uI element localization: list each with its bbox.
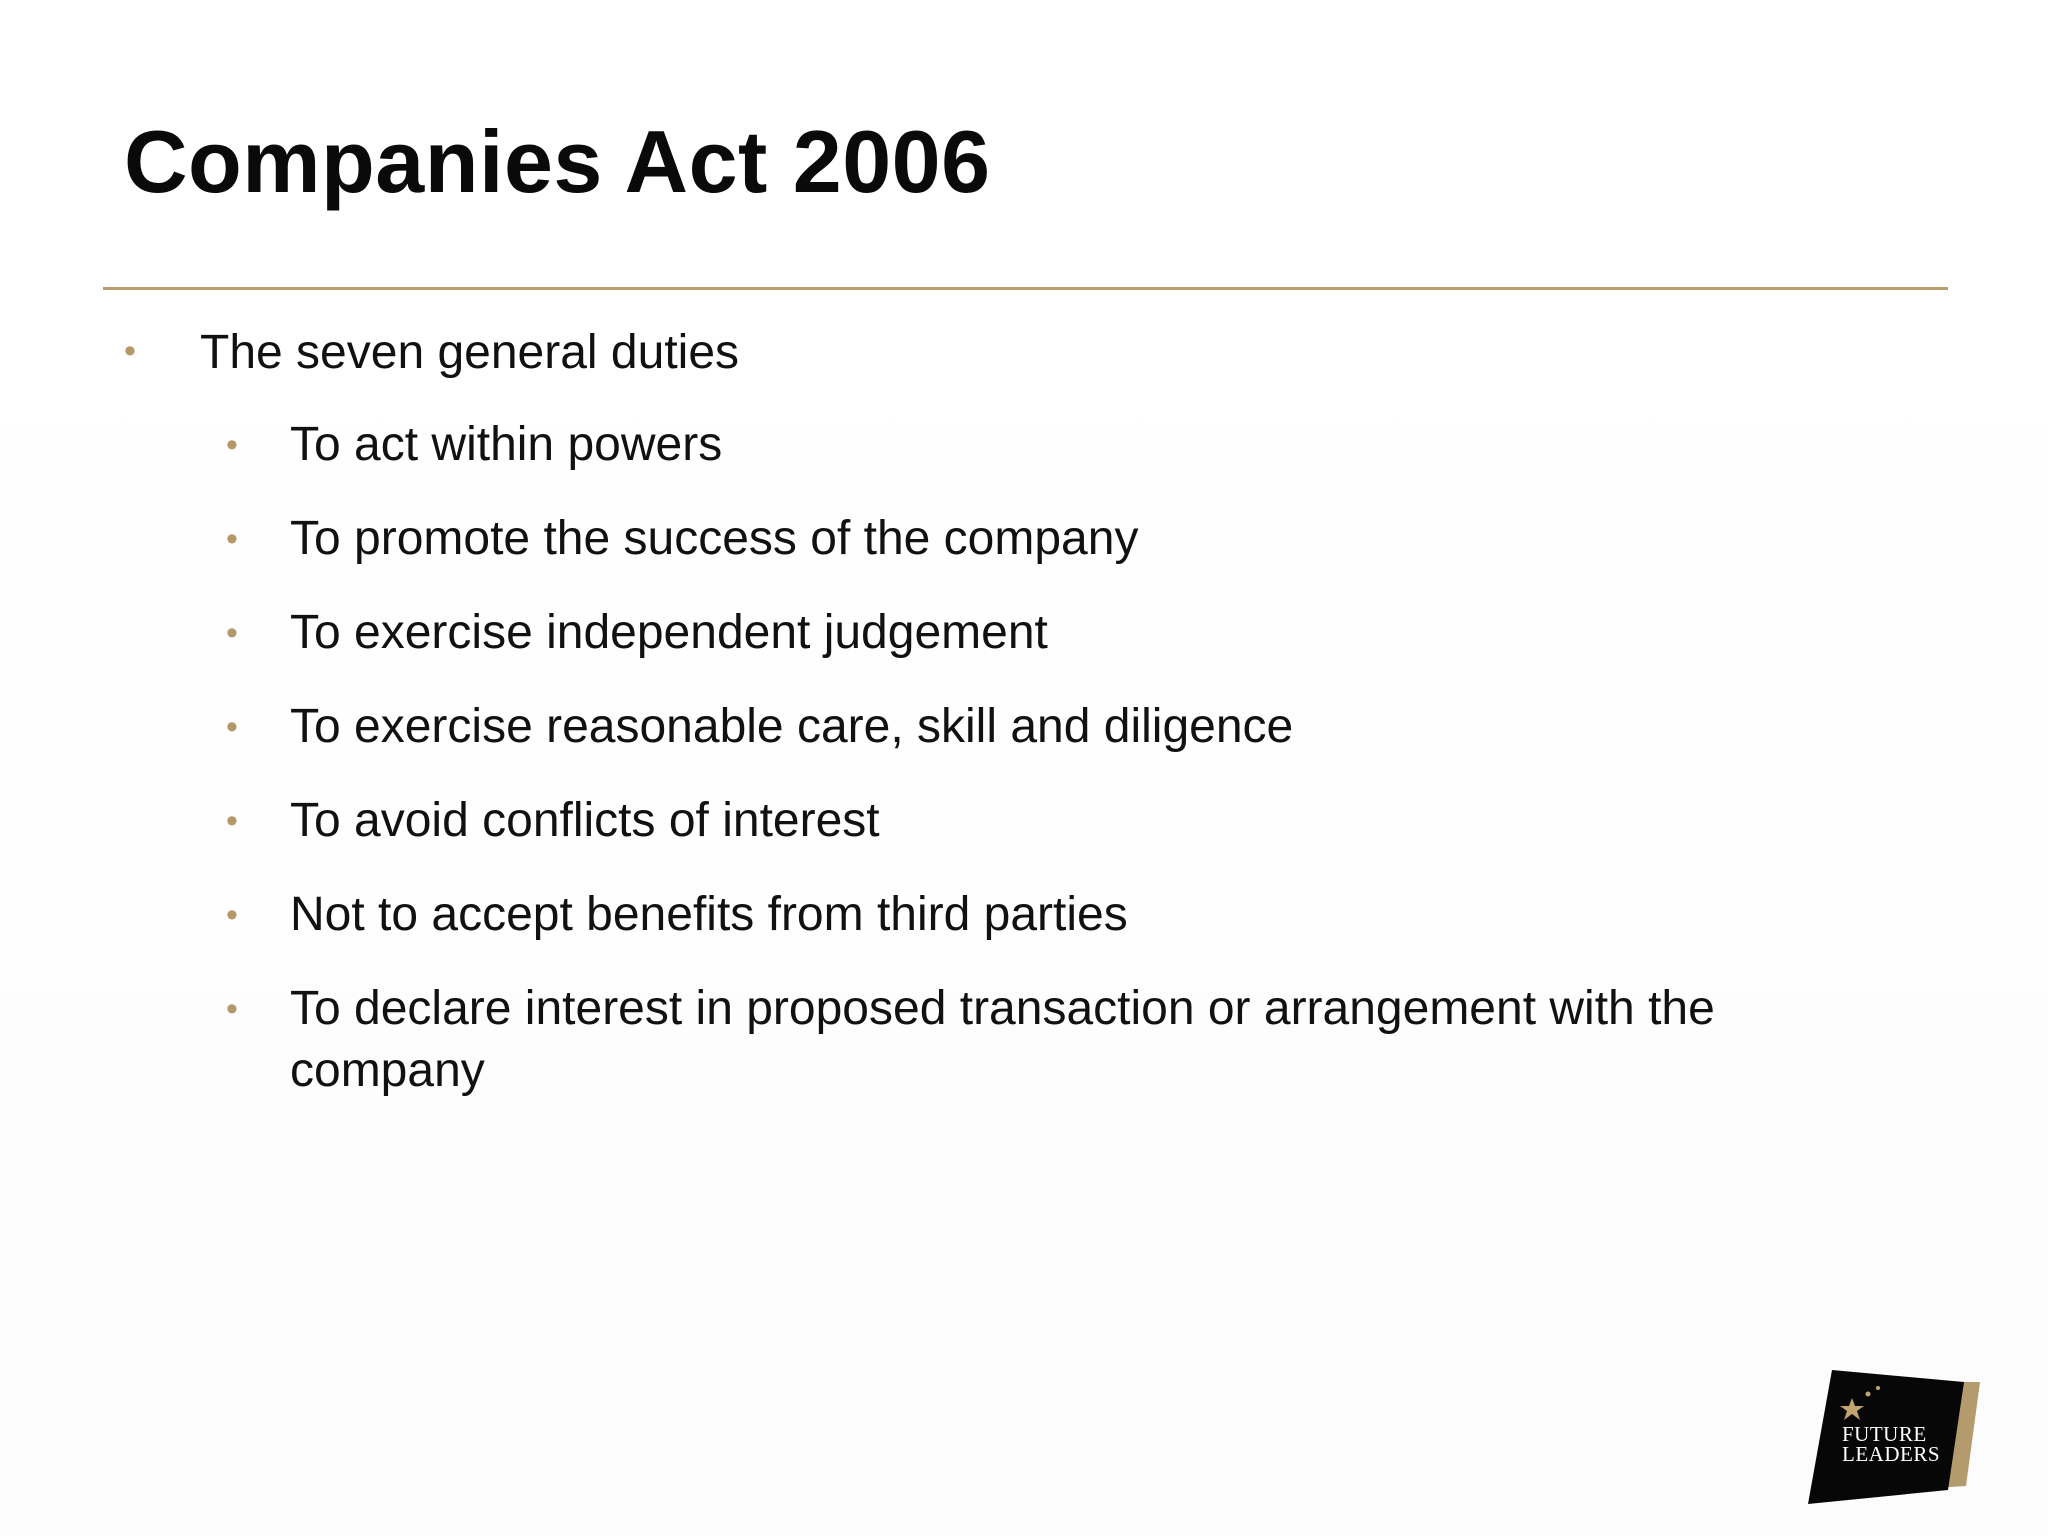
slide-title: Companies Act 2006 xyxy=(124,112,991,211)
bullet-icon: • xyxy=(226,708,238,746)
bullet-icon: • xyxy=(124,332,136,370)
bullet-icon: • xyxy=(226,802,238,840)
bullet-icon: • xyxy=(226,614,238,652)
list-item-text: To act within powers xyxy=(290,418,723,471)
bullet-icon: • xyxy=(226,426,238,464)
bullet-icon: • xyxy=(226,896,238,934)
logo-line-2: LEADERS xyxy=(1842,1442,1940,1466)
list-item-text: The seven general duties xyxy=(200,326,740,379)
list-item-text: To exercise reasonable care, skill and diligence xyxy=(290,700,1294,753)
list-item-text: To declare interest in proposed transaction or arrangement with the company xyxy=(290,982,1715,1097)
logo-line-1: FUTURE xyxy=(1842,1422,1927,1446)
list-item-text: To avoid conflicts of interest xyxy=(290,794,880,847)
bullet-icon: • xyxy=(226,520,238,558)
list-item-text: To exercise independent judgement xyxy=(290,606,1048,659)
list-item xyxy=(0,320,2048,390)
bullet-icon: • xyxy=(226,990,238,1028)
list-item-text: Not to accept benefits from third parties xyxy=(290,888,1128,941)
logo-wordmark xyxy=(1842,1424,1952,1464)
list-item-text: To promote the success of the company xyxy=(290,512,1139,565)
title-divider xyxy=(103,287,1948,290)
